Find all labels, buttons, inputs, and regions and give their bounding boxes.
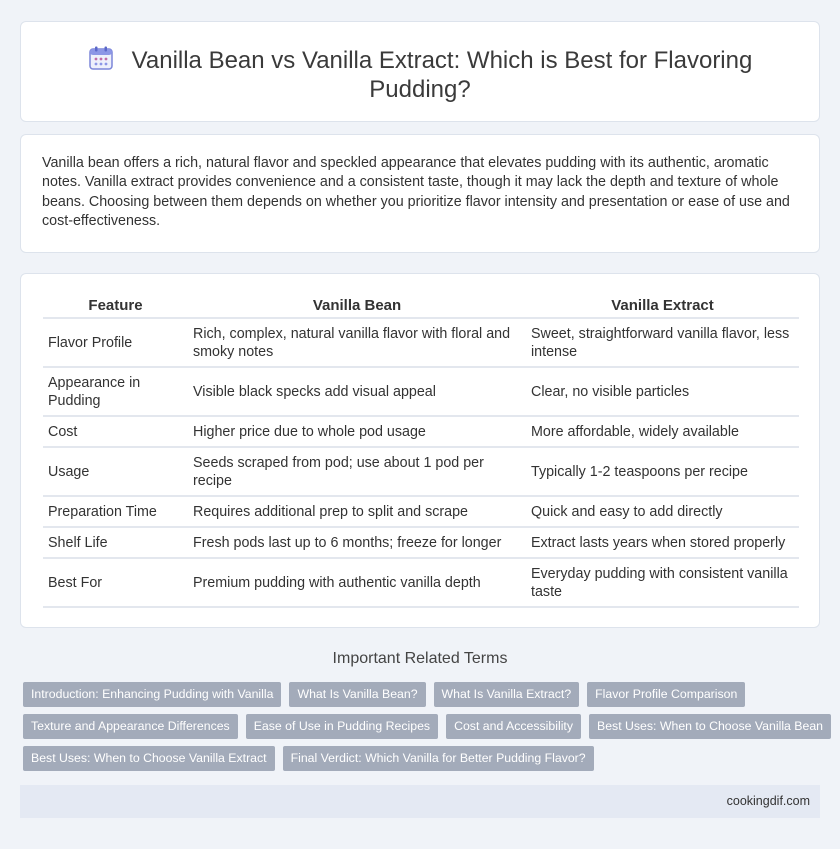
site-name[interactable]: cookingdif.com [726,794,810,808]
calendar-icon [88,45,114,71]
tag-row [23,682,813,707]
related-term-tag[interactable]: Final Verdict: Which Vanilla for Better Pudding Flavor? [283,746,594,771]
table-row [43,368,799,417]
table-cell: Preparation Time [43,497,188,528]
table-cell: Premium pudding with authentic vanilla depth [188,559,526,608]
table-cell: Appearance in Pudding [43,368,188,417]
tag-row [23,714,824,739]
column-header: Vanilla Bean [188,294,526,319]
table-row [43,448,799,497]
related-term-tag[interactable]: Ease of Use in Pudding Recipes [246,714,438,739]
title-card [20,21,820,122]
table-cell: Visible black specks add visual appeal [188,368,526,417]
table-cell: Quick and easy to add directly [526,497,799,528]
related-term-tag[interactable]: Cost and Accessibility [446,714,581,739]
table-cell: Sweet, straightforward vanilla flavor, less intense [526,319,799,368]
table-cell: Usage [43,448,188,497]
related-term-tag[interactable]: What Is Vanilla Bean? [289,682,425,707]
table-header-row [43,294,799,319]
related-term-tag[interactable]: Best Uses: When to Choose Vanilla Extract [23,746,275,771]
table-cell: Extract lasts years when stored properly [526,528,799,559]
table-row [43,417,799,448]
related-terms-list [23,682,824,778]
intro-paragraph: Vanilla bean offers a rich, natural flavor and speckled appearance that elevates pudding with its authentic, aromatic notes. Vanilla extract provides convenience and a consistent taste, though it may lack the depth and texture of whole beans. Choosing between them depends on whether you prioritize flavor intensity and presentation or ease of use and cost-effectiveness. [42,155,790,229]
comparison-table [43,294,799,608]
table-cell: Cost [43,417,188,448]
column-header: Feature [43,294,188,319]
column-header: Vanilla Extract [526,294,799,319]
table-cell: Everyday pudding with consistent vanilla taste [526,559,799,608]
page-title: Vanilla Bean vs Vanilla Extract: Which is Best for Flavoring Pudding? [131,47,753,103]
table-cell: Best For [43,559,188,608]
table-cell: Seeds scraped from pod; use about 1 pod per recipe [188,448,526,497]
related-term-tag[interactable]: Texture and Appearance Differences [23,714,238,739]
comparison-card [20,273,820,628]
related-terms-heading: Important Related Terms [332,650,508,667]
related-term-tag[interactable]: Flavor Profile Comparison [587,682,745,707]
table-cell: Fresh pods last up to 6 months; freeze for longer [188,528,526,559]
table-cell: Rich, complex, natural vanilla flavor with floral and smoky notes [188,319,526,368]
table-cell: Higher price due to whole pod usage [188,417,526,448]
intro-card [20,134,820,253]
related-term-tag[interactable]: What Is Vanilla Extract? [434,682,580,707]
table-cell: Flavor Profile [43,319,188,368]
table-row [43,497,799,528]
table-cell: Requires additional prep to split and scrape [188,497,526,528]
related-term-tag[interactable]: Best Uses: When to Choose Vanilla Bean [589,714,831,739]
table-row [43,528,799,559]
title-wrap [21,45,819,104]
table-cell: Shelf Life [43,528,188,559]
table-cell: Typically 1-2 teaspoons per recipe [526,448,799,497]
footer [20,785,820,818]
table-cell: More affordable, widely available [526,417,799,448]
table-row [43,559,799,608]
table-cell: Clear, no visible particles [526,368,799,417]
tag-row [23,746,813,771]
related-term-tag[interactable]: Introduction: Enhancing Pudding with Vanilla [23,682,281,707]
table-row [43,319,799,368]
